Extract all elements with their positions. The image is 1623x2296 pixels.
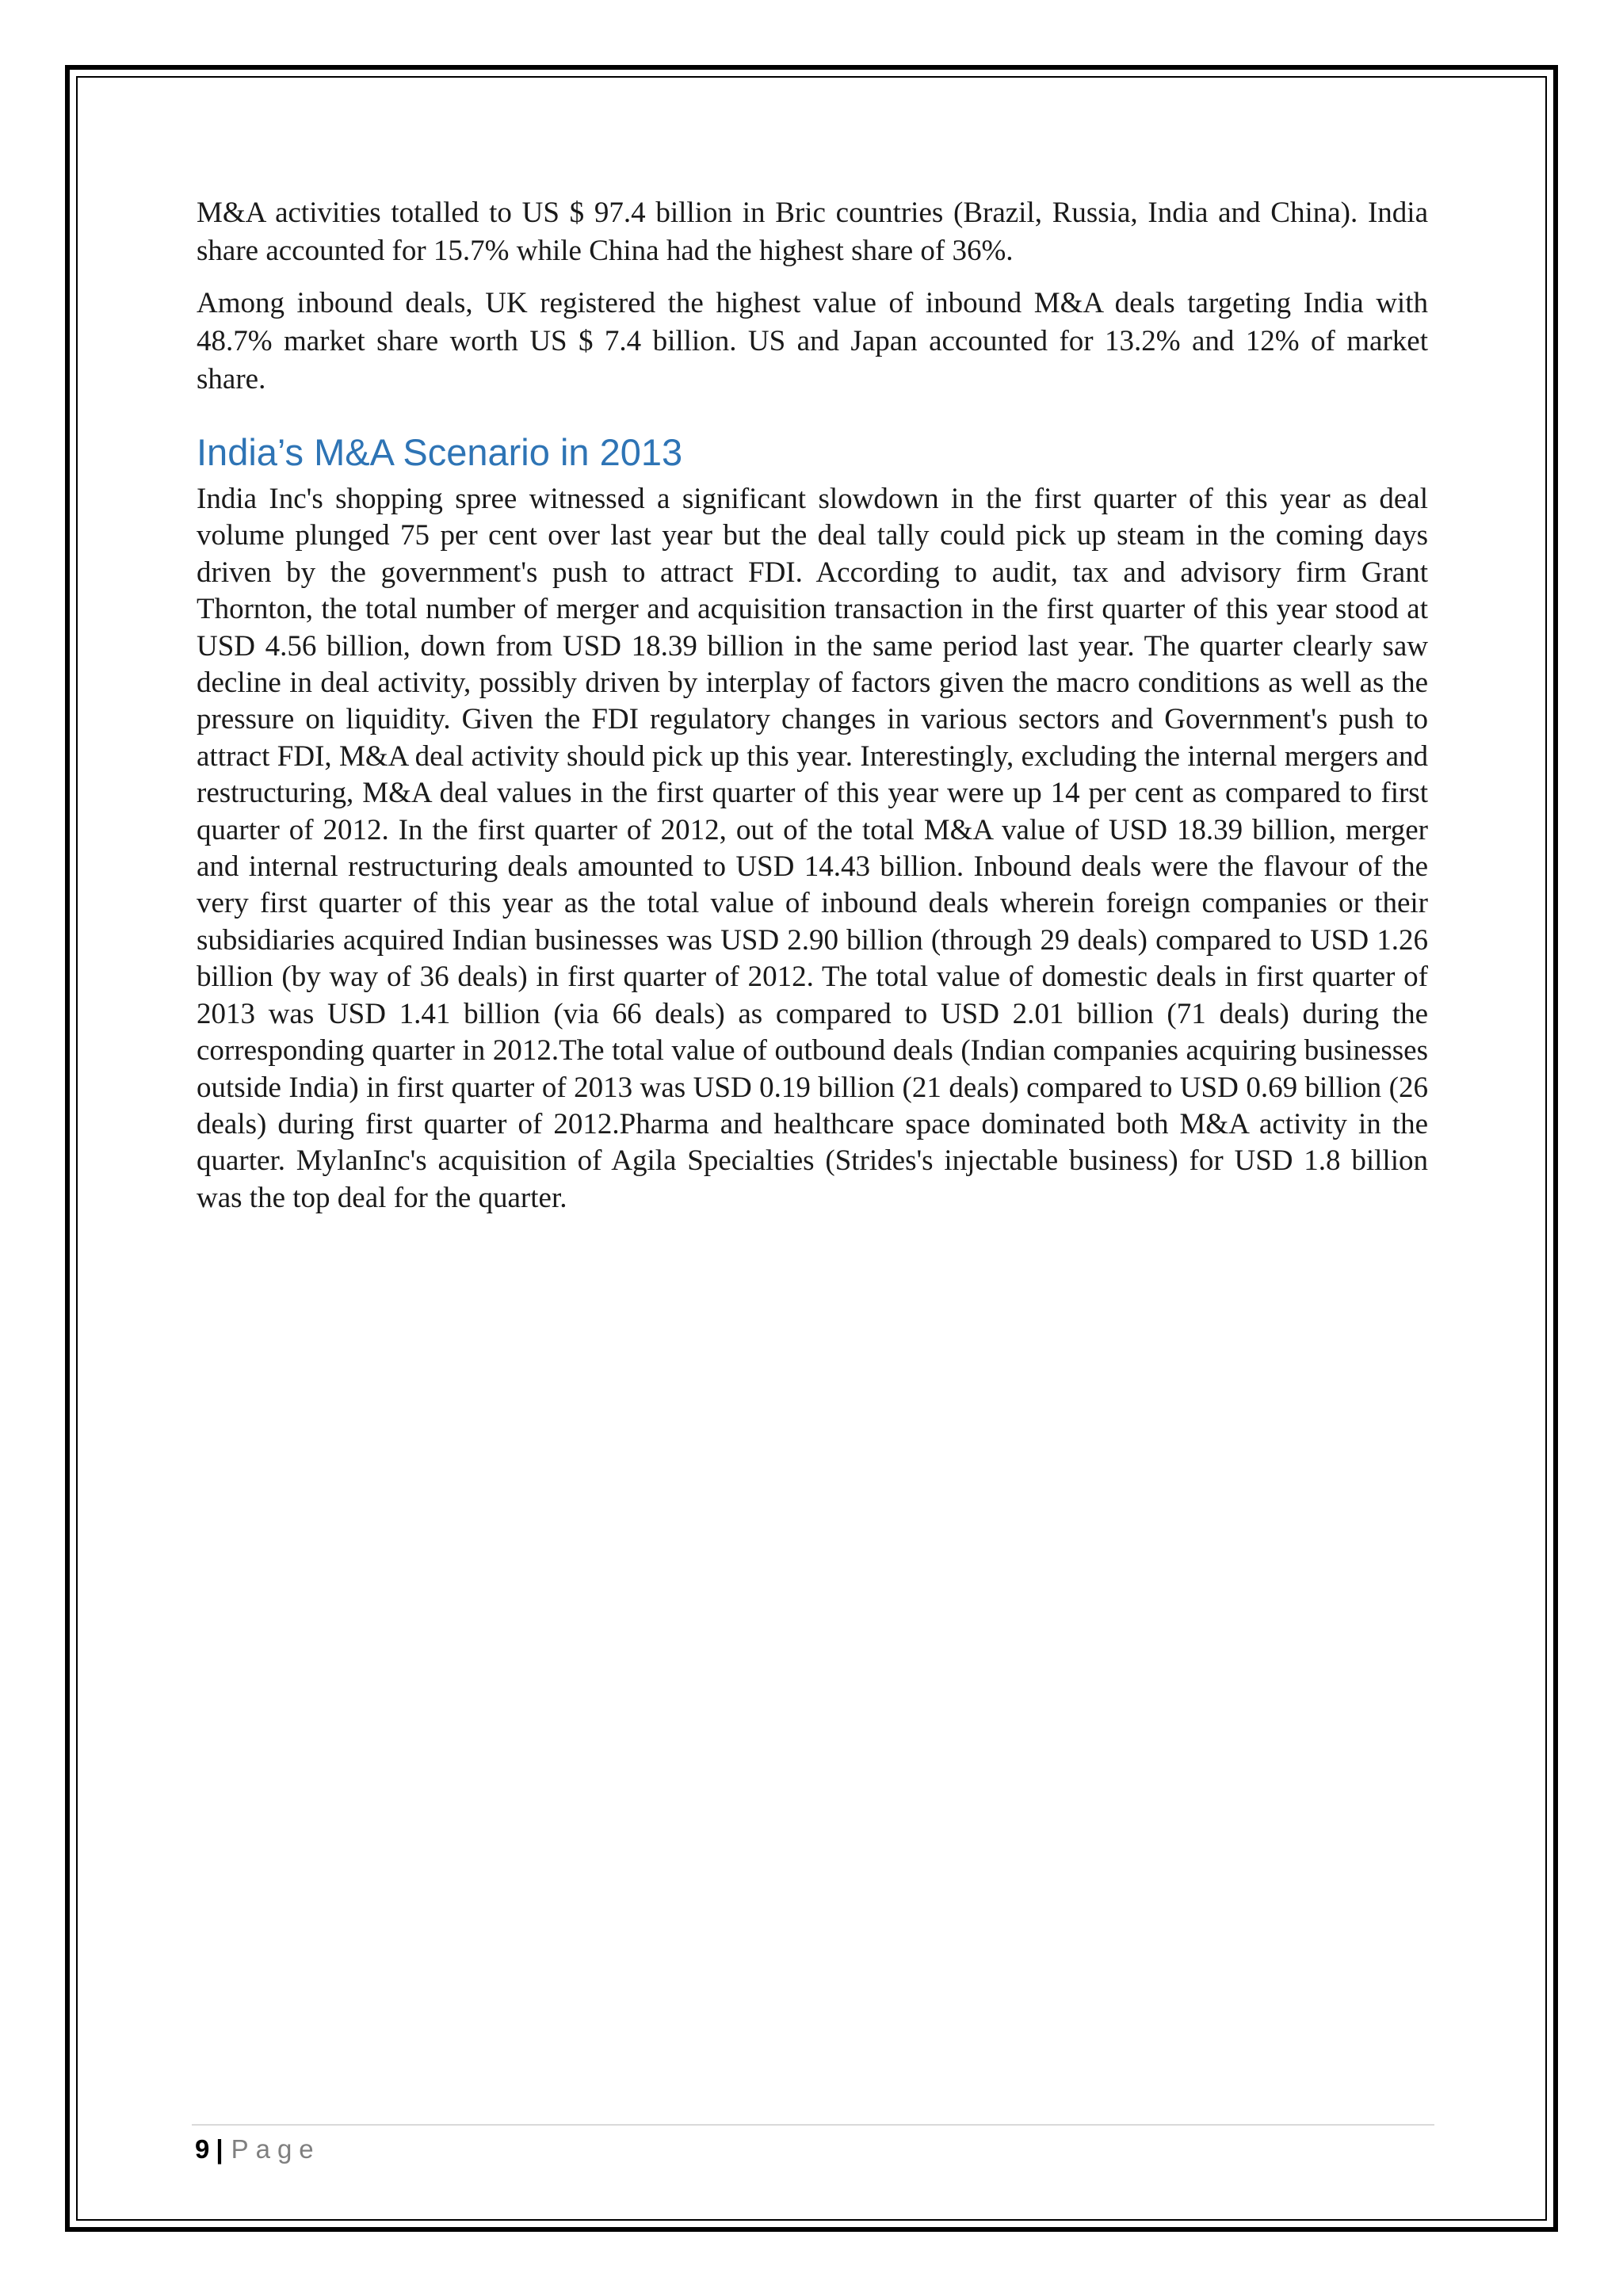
footer-separator: | xyxy=(216,2134,223,2164)
section-heading: India’s M&A Scenario in 2013 xyxy=(197,431,683,473)
page-footer xyxy=(195,2132,321,2167)
paragraph-inbound-deals: Among inbound deals, UK registered the highest value of inbound M&A deals targeting India with 48.7% market share worth US $ 7.4 billion. US and Japan accounted for 13.2% and 12% of market share. xyxy=(197,287,1428,395)
paragraph-bric-ma: M&A activities totalled to US $ 97.4 billion in Bric countries (Brazil, Russia, India and China). India share accounted for 15.7% while China had the highest share of 36%. xyxy=(197,197,1428,267)
footer-divider xyxy=(192,2124,1434,2126)
page-number: 9 xyxy=(195,2134,210,2164)
page-label: Page xyxy=(231,2134,321,2164)
page-content xyxy=(197,194,1428,1231)
section-body: India Inc's shopping spree witnessed a significant slowdown in the first quarter of this year as deal volume plunged 75 per cent over last year but the deal tally could pick up steam in the coming days driven by the government's push to attract FDI. According to audit, tax and advisory firm Grant Thornton, the total number of merger and acquisition transaction in the first quarter of this year stood at USD 4.56 billion, down from USD 18.39 billion in the same period last year. The quarter clearly saw decline in deal activity, possibly driven by interplay of factors given the macro conditions as well as the pressure on liquidity. Given the FDI regulatory changes in various sectors and Government's push to attract FDI, M&A deal activity should pick up this year. Interestingly, excluding the internal mergers and restructuring, M&A deal values in the first quarter of this year were up 14 per cent as compared to first quarter of 2012. In the first quarter of 2012, out of the total M&A value of USD 18.39 billion, merger and internal restructuring deals amounted to USD 14.43 billion. Inbound deals were the flavour of the very first quarter of this year as the total value of inbound deals wherein foreign companies or their subsidiaries acquired Indian businesses was USD 2.90 billion (through 29 deals) compared to USD 1.26 billion (by way of 36 deals) in first quarter of 2012. The total value of domestic deals in first quarter of 2013 was USD 1.41 billion (via 66 deals) as compared to USD 2.01 billion (71 deals) during the corresponding quarter in 2012.The total value of outbound deals (Indian companies acquiring businesses outside India) in first quarter of 2013 was USD 0.19 billion (21 deals) compared to USD 0.69 billion (26 deals) during first quarter of 2012.Pharma and healthcare space dominated both M&A activity in the quarter. MylanInc's acquisition of Agila Specialties (Strides's injectable business) for USD 1.8 billion was the top deal for the quarter. xyxy=(197,483,1428,1214)
